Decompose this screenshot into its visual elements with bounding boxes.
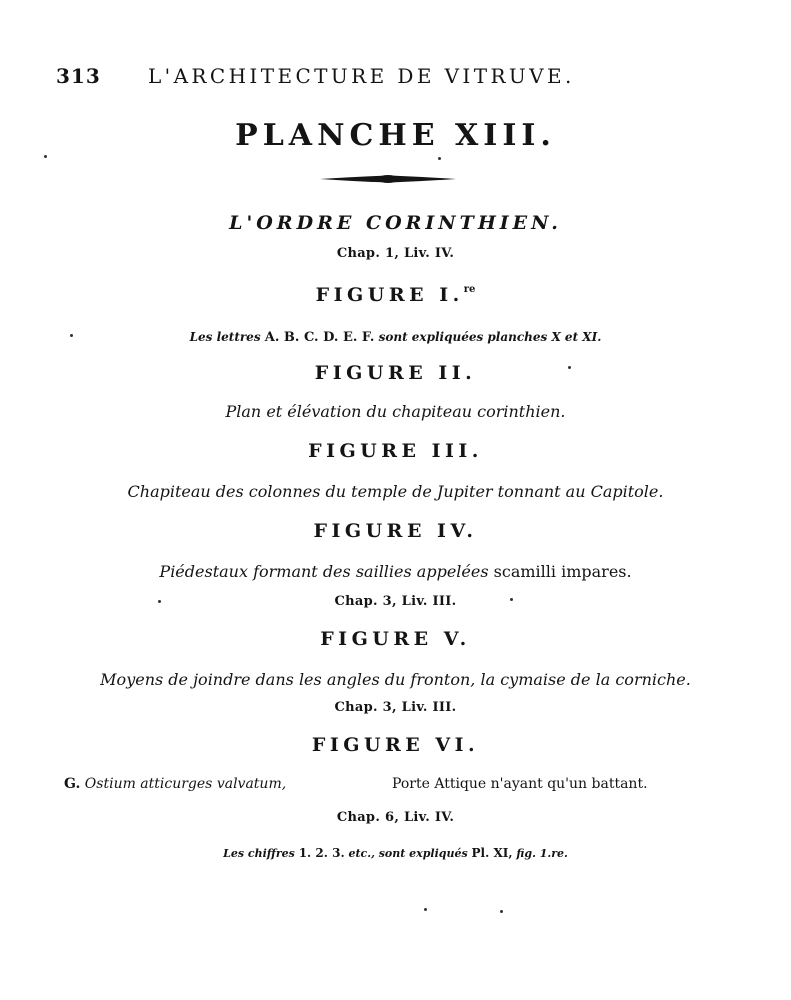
figure-4-heading: FIGURE IV. xyxy=(313,520,478,542)
running-title: L'ARCHITECTURE DE VITRUVE. xyxy=(148,64,575,88)
figure-6-latin-text: Ostium atticurges valvatum, xyxy=(84,776,287,792)
footnote xyxy=(0,846,791,860)
figure-2-description: Plan et élévation du chapiteau corinthien. xyxy=(225,402,566,421)
ink-speck xyxy=(70,334,73,337)
figure-2-heading: FIGURE II. xyxy=(314,362,477,384)
order-title: L'ORDRE CORINTHIEN. xyxy=(229,212,562,234)
figure-6-latin xyxy=(64,776,286,792)
figure-1-heading xyxy=(0,284,791,306)
ink-speck xyxy=(44,155,47,158)
figure-4-description-text: Piédestaux formant des saillies appelées xyxy=(159,562,489,581)
legend-letters: A. B. C. D. E. F. xyxy=(264,330,375,345)
footnote-suffix: fig. 1.re. xyxy=(516,847,568,860)
ink-speck xyxy=(568,366,571,369)
ornament-divider-icon xyxy=(318,172,458,186)
ink-speck xyxy=(500,910,503,913)
footnote-numbers: 1. 2. 3. xyxy=(298,846,345,860)
figure-6-heading: FIGURE VI. xyxy=(311,734,480,756)
figure-5-description: Moyens de joindre dans les angles du fronton, la cymaise de la corniche. xyxy=(100,670,691,689)
chapter-reference-5: Chap. 3, Liv. III. xyxy=(334,700,457,715)
legend-suffix: sont expliquées planches X et XI. xyxy=(378,330,602,344)
chapter-reference-4: Chap. 3, Liv. III. xyxy=(334,594,457,609)
page-number: 313 xyxy=(56,64,101,88)
chapter-reference-6: Chap. 6, Liv. IV. xyxy=(336,810,455,825)
figure-3-heading: FIGURE III. xyxy=(308,440,483,462)
footnote-prefix: Les chiffres xyxy=(223,847,295,860)
figure-1-label: FIGURE I. xyxy=(315,284,464,306)
figure-6-french: Porte Attique n'ayant qu'un battant. xyxy=(392,776,648,792)
figure-1-legend xyxy=(0,330,791,345)
figure-6-letter: G. xyxy=(64,776,81,792)
footnote-reference: Pl. XI, xyxy=(471,846,513,860)
figure-6-legend-row xyxy=(64,776,744,798)
legend-prefix: Les lettres xyxy=(189,330,261,344)
footnote-middle: etc., sont expliqués xyxy=(348,847,468,860)
ink-speck xyxy=(158,600,161,603)
figure-4-latin-term: scamilli impares. xyxy=(493,562,632,581)
ink-speck xyxy=(438,157,441,160)
figure-4-description xyxy=(0,562,791,581)
ink-speck xyxy=(510,598,513,601)
figure-3-description: Chapiteau des colonnes du temple de Jupiter tonnant au Capitole. xyxy=(127,482,664,501)
figure-1-superscript: re xyxy=(463,284,476,295)
plate-title: PLANCHE XIII. xyxy=(235,118,556,153)
figure-5-heading: FIGURE V. xyxy=(320,628,471,650)
page-header xyxy=(48,64,748,90)
ink-speck xyxy=(424,908,427,911)
chapter-reference-1: Chap. 1, Liv. IV. xyxy=(336,246,455,261)
